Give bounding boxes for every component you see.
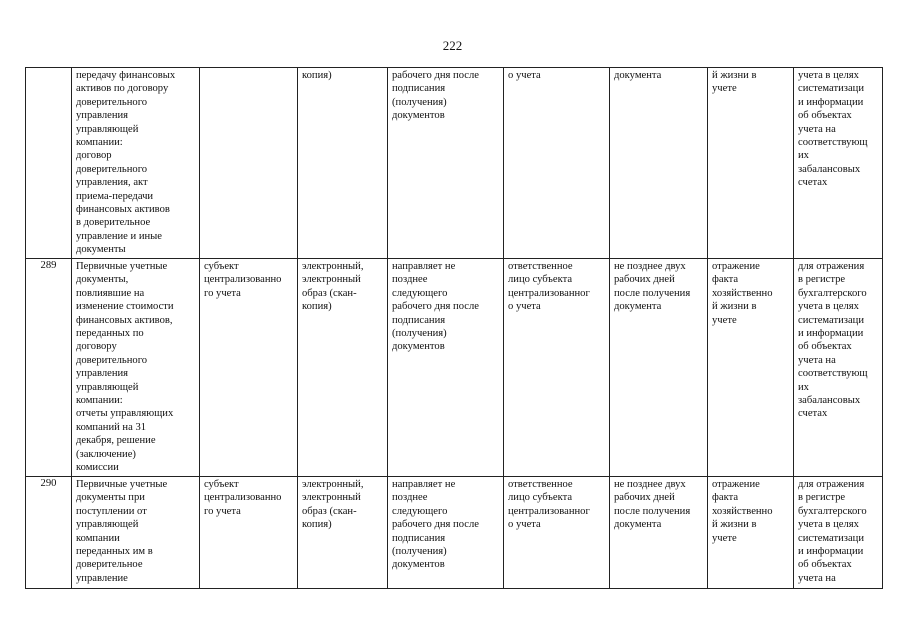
table-row	[26, 68, 883, 259]
receiver-cell: о учета	[504, 68, 610, 259]
action-cell: направляет не позднее следующего рабочего дня после подписания (получения) документов	[388, 477, 504, 589]
document-cell: Первичные учетные документы, повлиявшие на изменение стоимости финансовых активов, переданных по договору доверительного управления управляющей компании: отчеты управляющих компаний на 31 декабря, решение (заключение) комиссии	[72, 259, 200, 477]
document-cell: Первичные учетные документы при поступлении от управляющей компании переданных им в доверительное управление	[72, 477, 200, 589]
purpose-cell: учета в целях систематизаци и информации об объектах учета на соответствующ их забалансовых счетах	[794, 68, 883, 259]
table-row	[26, 477, 883, 589]
purpose-cell: для отражения в регистре бухгалтерского учета в целях систематизаци и информации об объектах учета на соответствующ их забалансовых счетах	[794, 259, 883, 477]
document-table	[25, 67, 883, 589]
form-cell: электронный, электронный образ (скан- копия)	[298, 259, 388, 477]
row-number-cell: 289	[26, 259, 72, 477]
action-cell: рабочего дня после подписания (получения) документов	[388, 68, 504, 259]
sender-cell	[200, 68, 298, 259]
sender-cell: субъект централизованно го учета	[200, 259, 298, 477]
deadline-cell: не позднее двух рабочих дней после получения документа	[610, 477, 708, 589]
reflection-cell: й жизни в учете	[708, 68, 794, 259]
deadline-cell: документа	[610, 68, 708, 259]
receiver-cell: ответственное лицо субъекта централизованног о учета	[504, 259, 610, 477]
reflection-cell: отражение факта хозяйственно й жизни в учете	[708, 259, 794, 477]
reflection-cell: отражение факта хозяйственно й жизни в учете	[708, 477, 794, 589]
action-cell: направляет не позднее следующего рабочего дня после подписания (получения) документов	[388, 259, 504, 477]
row-number-cell: 290	[26, 477, 72, 589]
page-number: 222	[442, 38, 463, 53]
purpose-cell: для отражения в регистре бухгалтерского учета в целях систематизаци и информации об объектах учета на	[794, 477, 883, 589]
deadline-cell: не позднее двух рабочих дней после получения документа	[610, 259, 708, 477]
form-cell: копия)	[298, 68, 388, 259]
form-cell: электронный, электронный образ (скан- копия)	[298, 477, 388, 589]
row-number-cell	[26, 68, 72, 259]
document-cell: передачу финансовых активов по договору доверительного управления управляющей компании: договор доверительного управления, акт приема-передачи финансовых активов в доверительное управление и иные документы	[72, 68, 200, 259]
receiver-cell: ответственное лицо субъекта централизованног о учета	[504, 477, 610, 589]
sender-cell: субъект централизованно го учета	[200, 477, 298, 589]
table-row	[26, 259, 883, 477]
